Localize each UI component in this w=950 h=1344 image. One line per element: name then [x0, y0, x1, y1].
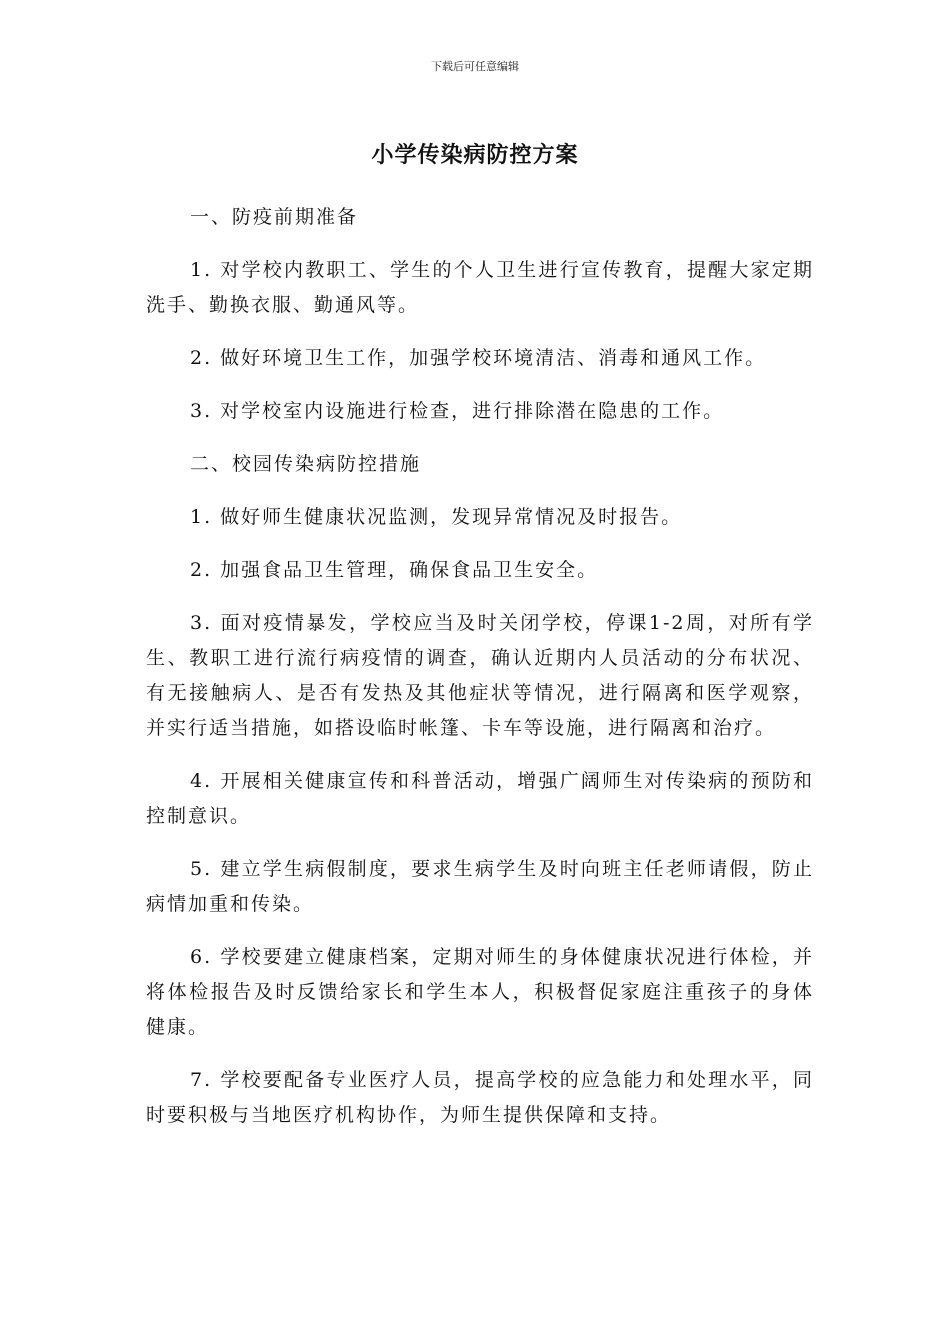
section-heading: 一、防疫前期准备 [190, 206, 359, 228]
paragraph: 3. 面对疫情暴发，学校应当及时关闭学校，停课1-2周，对所有学生、教职工进行流行病疫情的调查，确认近期内人员活动的分布状况、有无接触病人、是否有发热及其他症状等情况，进行隔离和医学观察，并实行适当措施，如搭设临时帐篷、卡车等设施，进行隔离和治疗。 [146, 612, 814, 739]
document-title: 小学传染病防控方案 [371, 143, 579, 168]
paragraph: 1. 对学校内教职工、学生的个人卫生进行宣传教育，提醒大家定期洗手、勤换衣服、勤通风等。 [146, 259, 814, 316]
paragraph: 7. 学校要配备专业医疗人员，提高学校的应急能力和处理水平，同时要积极与当地医疗机构协作，为师生提供保障和支持。 [146, 1069, 814, 1126]
paragraph: 5. 建立学生病假制度，要求生病学生及时向班主任老师请假，防止病情加重和传染。 [146, 858, 814, 915]
paragraph: 3. 对学校室内设施进行检查，进行排除潜在隐患的工作。 [190, 400, 725, 422]
paragraph: 2. 加强食品卫生管理，确保食品卫生安全。 [190, 559, 599, 581]
paragraph: 4. 开展相关健康宣传和科普活动，增强广阔师生对传染病的预防和控制意识。 [146, 770, 814, 827]
paragraph: 2. 做好环境卫生工作，加强学校环境清洁、消毒和通风工作。 [190, 347, 767, 369]
section-heading: 二、校园传染病防控措施 [190, 453, 422, 475]
header-note: 下载后可任意编辑 [431, 60, 519, 73]
paragraph: 1. 做好师生健康状况监测，发现异常情况及时报告。 [190, 506, 683, 528]
paragraph: 6. 学校要建立健康档案，定期对师生的身体健康状况进行体检，并将体检报告及时反馈给家长和学生本人，积极督促家庭注重孩子的身体健康。 [146, 946, 814, 1038]
document-body [146, 200, 814, 1151]
